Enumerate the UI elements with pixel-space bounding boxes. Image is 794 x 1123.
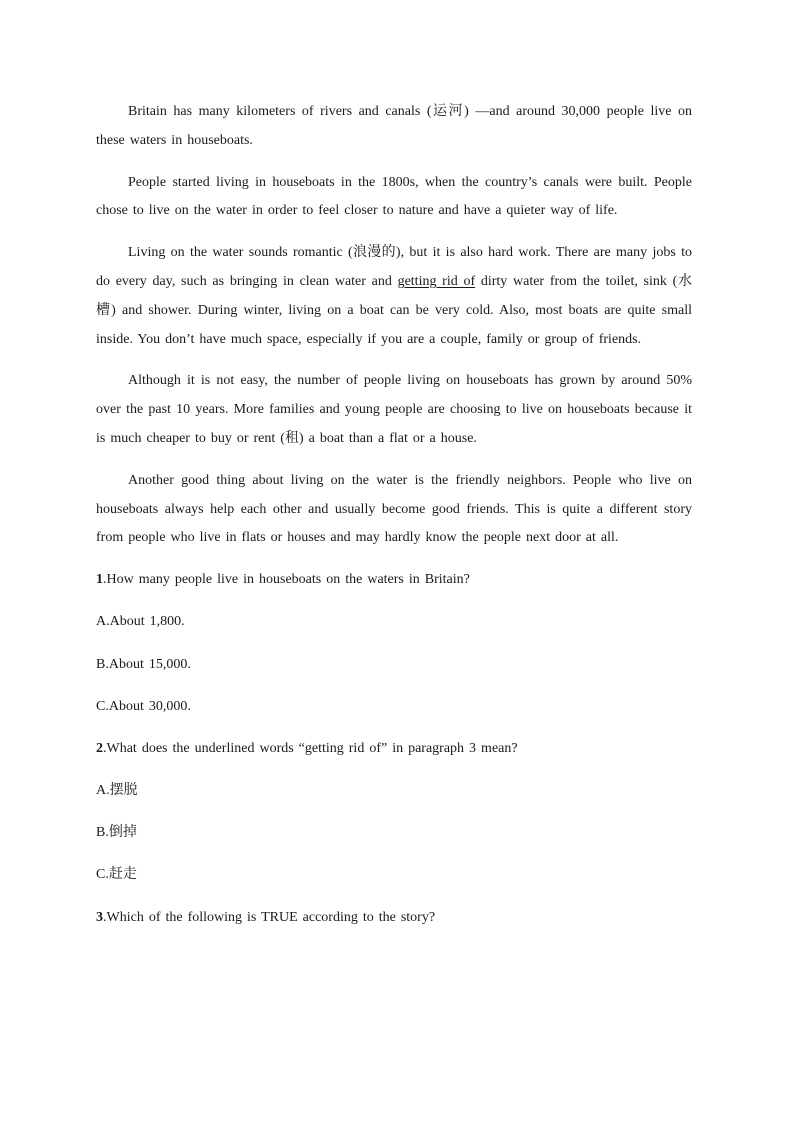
question-3	[96, 904, 692, 933]
passage-paragraph-4: Although it is not easy, the number of people living on houseboats has grown by around 50% over the past 10 years. More families and young people are choosing to live on houseboats because it is much cheaper to buy or rent (租) a boat than a flat or a house.	[96, 373, 692, 446]
question-1-option-c[interactable]: C.About 30,000.	[96, 698, 191, 714]
document-page	[96, 98, 692, 946]
passage-paragraph-2: People started living in houseboats in the 1800s, when the country’s canals were built. People chose to live on the water in order to feel closer to nature and have a quieter way of life.	[96, 174, 692, 219]
question-text: .What does the underlined words “getting rid of” in paragraph 3 mean?	[103, 740, 518, 756]
question-number: 2	[96, 740, 103, 756]
paragraph-3-text-after: dirty water from the toilet, sink (水槽) and shower. During winter, living on a boat can be very cold. Also, most boats are quite small inside. You don’t have much space, especially if you are a couple, family or group of friends.	[96, 273, 692, 347]
question-1-option-a[interactable]: A.About 1,800.	[96, 614, 185, 630]
question-text: .Which of the following is TRUE according to the story?	[103, 909, 436, 925]
question-2-option-a[interactable]: A.摆脱	[96, 783, 138, 799]
question-text: .How many people live in houseboats on the waters in Britain?	[103, 572, 470, 588]
passage-paragraph-1: Britain has many kilometers of rivers and canals (运河) —and around 30,000 people live on these waters in houseboats.	[96, 104, 692, 148]
underlined-phrase: getting rid of	[397, 273, 476, 289]
question-1-option-b[interactable]: B.About 15,000.	[96, 656, 191, 672]
question-2-option-c[interactable]: C.赶走	[96, 867, 137, 883]
passage-paragraph-5: Another good thing about living on the water is the friendly neighbors. People who live on houseboats always help each other and usually become good friends. This is quite a different story from people who live in flats or houses and may hardly know the people next door at all.	[96, 472, 692, 546]
question-number: 1	[96, 572, 103, 588]
passage-paragraph-3	[96, 239, 692, 354]
question-2	[96, 735, 692, 764]
question-2-option-b[interactable]: B.倒掉	[96, 825, 137, 841]
question-number: 3	[96, 909, 103, 925]
paragraph-3-text-before: Living on the water sounds romantic (浪漫的), but it is also hard work. There are many jobs to do every day, such as bringing in clean water and	[96, 245, 692, 289]
question-1	[96, 566, 692, 595]
